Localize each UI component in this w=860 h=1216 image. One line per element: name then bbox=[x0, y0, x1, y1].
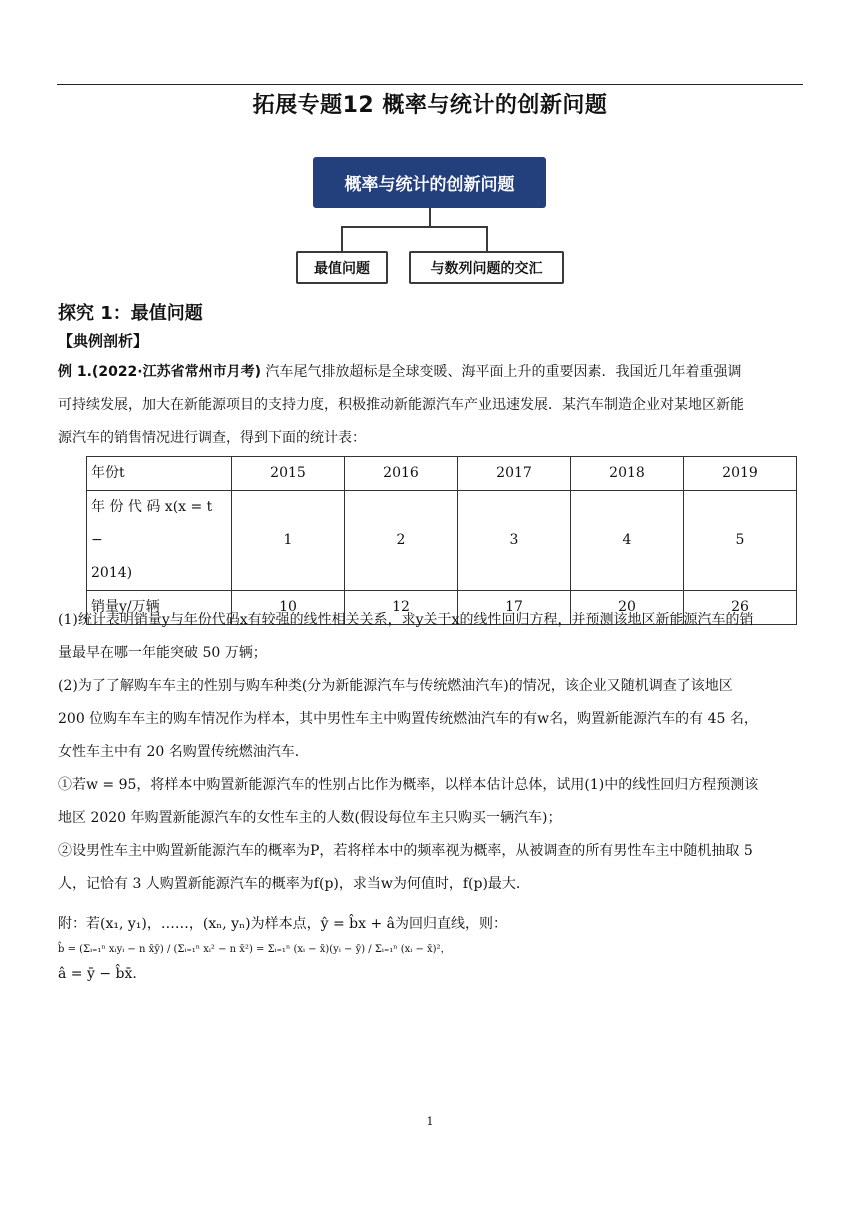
q2i-line-a: ①若w = 95，将样本中购置新能源汽车的性别占比作为概率，以样本估计总体，试用(1)中的线性回归方程预测该 bbox=[58, 777, 759, 793]
q2ii-line-b: 人，记恰有 3 人购置新能源汽车的概率为f(p)，求当w为何值时，f(p)最大． bbox=[58, 876, 530, 892]
page-title: 拓展专题12 概率与统计的创新问题 bbox=[252, 93, 608, 118]
appendix-line: 附：若(x₁, y₁)，……，(xₙ, yₙ)为样本点，ŷ = b̂x + â为回归直线，则： bbox=[58, 916, 507, 932]
q1-line-b: 量最早在哪一年能突破 50 万辆； bbox=[58, 645, 267, 661]
table-cell: 2017 bbox=[458, 457, 571, 491]
q1-line-a: (1)统计表明销量y与年份代码x有较强的线性相关关系，求y关于x的线性回归方程，并预测该地区新能源汽车的销 bbox=[58, 612, 754, 628]
section-heading: 探究 1：最值问题 bbox=[58, 303, 203, 324]
mindmap-root-node: 概率与统计的创新问题 bbox=[313, 157, 546, 208]
intro-line-1: 汽车尾气排放超标是全球变暖、海平面上升的重要因素．我国近几年着重强调 bbox=[265, 364, 742, 380]
formula-b-hat: b̂ = (Σᵢ₌₁ⁿ xᵢyᵢ − n x̄ȳ) / (Σᵢ₌₁ⁿ xᵢ² − n x̄²) = Σᵢ₌₁ⁿ (xᵢ − x̄)(yᵢ − ȳ) / Σᵢ₌₁ⁿ (xᵢ − x̄)²， bbox=[58, 944, 451, 955]
table-cell: 2016 bbox=[345, 457, 458, 491]
table-cell: 2015 bbox=[232, 457, 345, 491]
sales-table bbox=[86, 456, 797, 625]
q2ii-line-a: ②设男性车主中购置新能源汽车的概率为P，若将样本中的频率视为概率，从被调查的所有男性车主中随机抽取 5 bbox=[58, 843, 753, 859]
table-cell: 2019 bbox=[684, 457, 797, 491]
row-header-year: 年份t bbox=[87, 457, 232, 491]
q2-line-a: (2)为了了解购车车主的性别与购车种类(分为新能源汽车与传统燃油汽车)的情况，该企业又随机调查了该地区 bbox=[58, 678, 733, 694]
example-label: 例 1.(2022·江苏省常州市月考) bbox=[58, 364, 262, 380]
table-cell: 20 bbox=[571, 591, 684, 625]
formula-a-hat: â = ȳ − b̂x̄. bbox=[58, 966, 137, 982]
mindmap-node-extremum: 最值问题 bbox=[296, 251, 388, 284]
sub-heading: 【典例剖析】 bbox=[58, 332, 149, 350]
table-cell: 4 bbox=[571, 491, 684, 591]
table-cell: 10 bbox=[232, 591, 345, 625]
table-row bbox=[87, 457, 797, 491]
mindmap-node-sequence: 与数列问题的交汇 bbox=[409, 251, 564, 284]
table-cell: 1 bbox=[232, 491, 345, 591]
appendix bbox=[58, 912, 804, 986]
row-header-sales: 销量y/万辆 bbox=[87, 591, 232, 625]
table-cell: 26 bbox=[684, 591, 797, 625]
row-header-code-a: 年 份 代 码 x(x = t − bbox=[91, 499, 213, 548]
page-number: 1 bbox=[426, 1115, 434, 1128]
table-cell: 2 bbox=[345, 491, 458, 591]
table-cell: 5 bbox=[684, 491, 797, 591]
intro-line-2: 可持续发展，加大在新能源项目的支持力度，积极推动新能源汽车产业迅速发展．某汽车制造企业对某地区新能 bbox=[58, 397, 744, 413]
q2i-line-b: 地区 2020 年购置新能源汽车的女性车主的人数(假设每位车主只购买一辆汽车)； bbox=[58, 810, 562, 826]
table-cell: 3 bbox=[458, 491, 571, 591]
questions bbox=[58, 604, 804, 901]
table-cell: 2018 bbox=[571, 457, 684, 491]
row-header-code-b: 2014) bbox=[91, 565, 133, 581]
q2-line-b: 200 位购车车主的购车情况作为样本，其中男性车主中购置传统燃油汽车的有w名，购置新能源汽车的有 45 名， bbox=[58, 711, 758, 727]
table-cell: 17 bbox=[458, 591, 571, 625]
table-cell: 12 bbox=[345, 591, 458, 625]
row-header-code bbox=[87, 491, 232, 591]
q2-line-c: 女性车主中有 20 名购置传统燃油汽车． bbox=[58, 744, 309, 760]
table-row bbox=[87, 491, 797, 591]
example-intro bbox=[58, 356, 804, 455]
intro-line-3: 源汽车的销售情况进行调查，得到下面的统计表： bbox=[58, 430, 366, 446]
